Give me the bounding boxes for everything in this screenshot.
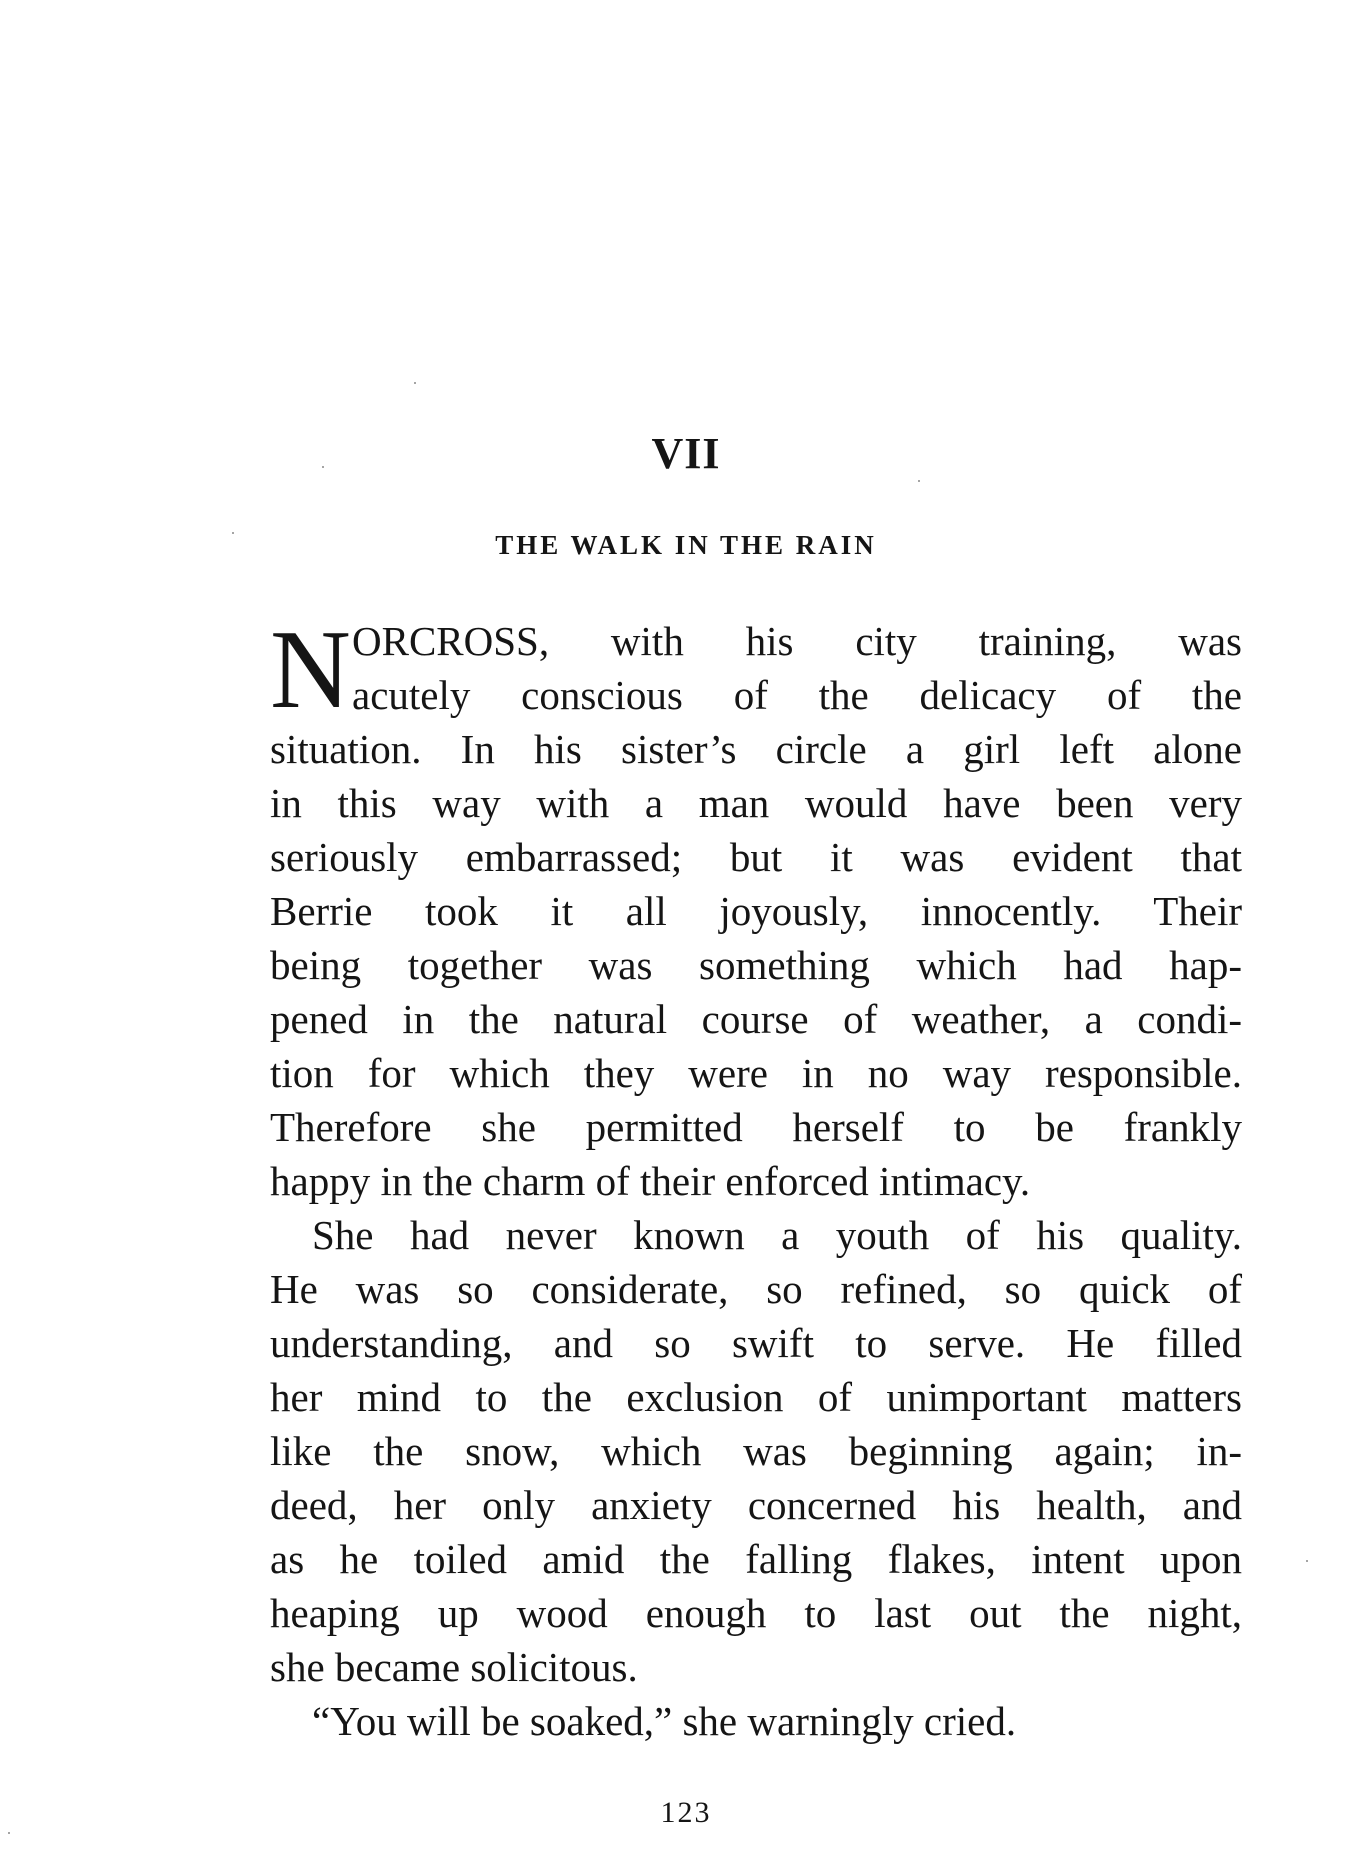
page-number: 123 (660, 1796, 712, 1829)
scan-speck (232, 532, 234, 534)
chapter-number: VII (651, 429, 721, 478)
text-line: tion for which they were in no way responsible. (270, 1050, 1242, 1096)
drop-cap: N (270, 608, 351, 732)
text-line: acutely conscious of the delicacy of the (352, 672, 1242, 718)
text-line: “You will be soaked,” she warningly cried. (312, 1698, 1017, 1744)
text-line: in this way with a man would have been very (270, 780, 1242, 826)
text-line: situation. In his sister’s circle a girl left alone (270, 726, 1242, 772)
text-line: heaping up wood enough to last out the night, (270, 1590, 1242, 1636)
text-line: understanding, and so swift to serve. He filled (270, 1320, 1242, 1366)
text-line: Therefore she permitted herself to be frankly (270, 1104, 1242, 1150)
text-line: seriously embarrassed; but it was evident that (270, 834, 1242, 880)
text-line: deed, her only anxiety concerned his health, and (270, 1482, 1242, 1528)
body-text (270, 608, 1242, 1748)
text-line: she became solicitous. (270, 1644, 638, 1690)
text-line: being together was something which had hap- (270, 942, 1242, 988)
scan-speck (322, 466, 324, 468)
text-line: pened in the natural course of weather, a condi- (270, 996, 1242, 1042)
text-line: happy in the charm of their enforced intimacy. (270, 1158, 1031, 1204)
text-line: her mind to the exclusion of unimportant matters (270, 1374, 1242, 1420)
chapter-title: THE WALK IN THE RAIN (495, 530, 877, 560)
text-line: like the snow, which was beginning again; in- (270, 1428, 1242, 1474)
text-line: She had never known a youth of his quality. (312, 1212, 1242, 1258)
scan-speck (918, 480, 920, 482)
scan-speck (414, 382, 416, 384)
scan-speck (1306, 1560, 1308, 1562)
text-line: Berrie took it all joyously, innocently. Their (270, 888, 1242, 934)
text-line: as he toiled amid the falling flakes, intent upon (270, 1536, 1242, 1582)
text-line: He was so considerate, so refined, so quick of (270, 1266, 1242, 1312)
scan-speck (8, 1832, 10, 1834)
text-line: ORCROSS, with his city training, was (352, 618, 1242, 664)
